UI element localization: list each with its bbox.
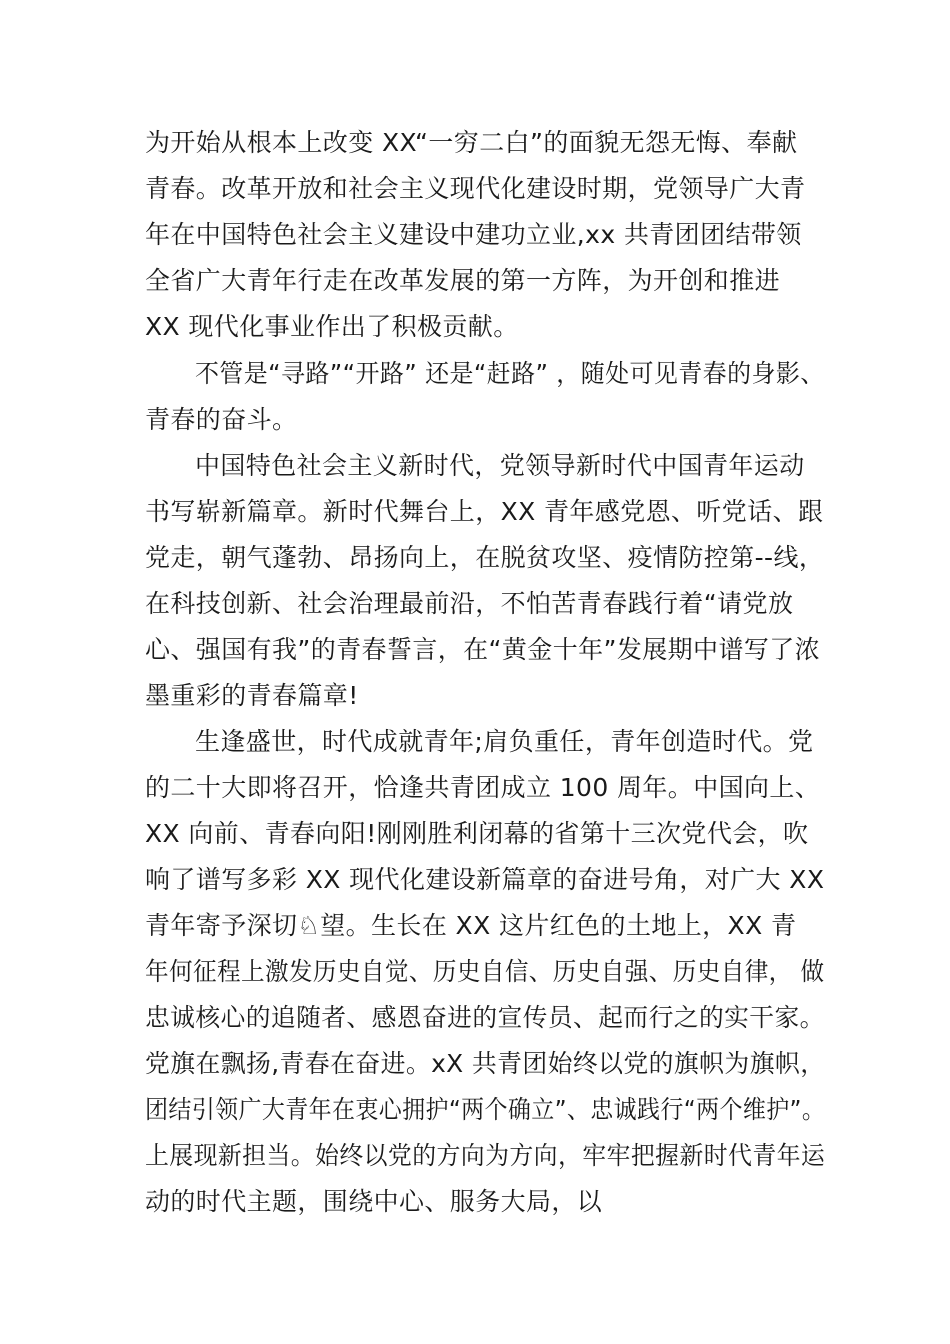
text-line: 年在中国特色社会主义建设中建功立业,xx 共青团团结带领: [145, 220, 802, 249]
text-line: 为开始从根本上改变 XX“一穷二白”的面貌无怨无悔、奉献: [145, 128, 798, 157]
paragraph-start-line: 不管是“寻路”“开路” 还是“赶路” ，随处可见青春的身影、: [195, 359, 825, 388]
text-line: 书写崭新篇章。新时代舞台上，XX 青年感党恩、听党话、跟: [145, 497, 824, 526]
text-line: 青春。改革开放和社会主义现代化建设时期，党领导广大青: [145, 174, 806, 203]
text-line: 墨重彩的青春篇章!: [145, 681, 359, 710]
text-line: 青年寄予深切♘望。生长在 XX 这片红色的土地上，XX 青: [145, 911, 797, 940]
text-line: 忠诚核心的追随者、感恩奋进的宣传员、起而行之的实干家。: [145, 1003, 825, 1032]
text-line: 党旗在飘扬,青春在奋进。xX 共青团始终以党的旗帜为旗帜，: [145, 1049, 826, 1078]
text-line: 心、强国有我”的青春誓言，在“黄金十年”发展期中谱写了浓: [145, 635, 821, 664]
text-line: 的二十大即将召开，恰逢共青团成立 100 周年。中国向上、: [145, 773, 821, 802]
text-line: 年何征程上激发历史自觉、历史自信、历史自强、历史自律， 做: [145, 957, 825, 986]
text-line: 响了谱写多彩 XX 现代化建设新篇章的奋进号角，对广大 XX: [145, 865, 825, 894]
text-line: 党走，朝气蓬勃、昂扬向上，在脱贫攻坚、疫情防控第--线，: [145, 543, 825, 572]
text-line: XX 现代化事业作出了积极贡献。: [145, 312, 519, 341]
paragraph-start-line: 中国特色社会主义新时代，党领导新时代中国青年运动: [195, 451, 805, 480]
text-line: 动的时代主题，围绕中心、服务大局，以: [145, 1187, 603, 1216]
text-line: 在科技创新、社会治理最前沿，不怕苦青春践行着“请党放: [145, 589, 794, 618]
text-line: 上展现新担当。始终以党的方向为方向，牢牢把握新时代青年运: [145, 1141, 826, 1170]
text-line: 团结引领广大青年在衷心拥护“两个确立”、忠诚践行“两个维护”。: [145, 1095, 826, 1124]
text-line: 青春的奋斗。: [145, 405, 298, 434]
paragraph-start-line: 生逢盛世，时代成就青年;肩负重任，青年创造时代。党: [195, 727, 814, 756]
text-line: 全省广大青年行走在改革发展的第一方阵，为开创和推进: [145, 266, 781, 295]
text-line: XX 向前、青春向阳!刚刚胜利闭幕的省第十三次党代会，吹: [145, 819, 809, 848]
